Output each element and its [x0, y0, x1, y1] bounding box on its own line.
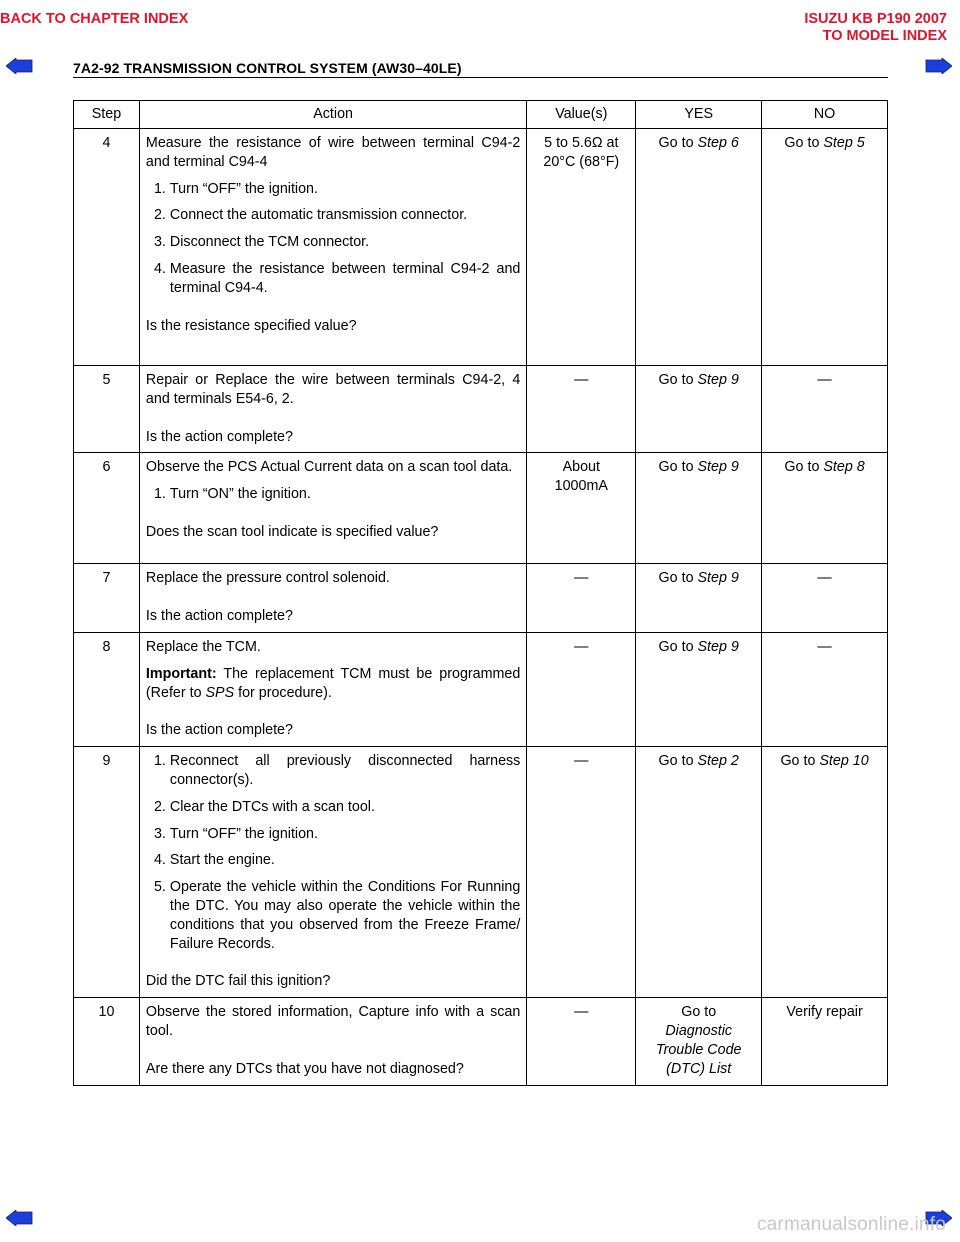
action-intro: Replace the TCM.: [145, 638, 261, 655]
value-text: 5 to 5.6Ω at: [544, 135, 619, 151]
next-page-arrow-icon[interactable]: [924, 58, 952, 74]
value-cell: [527, 453, 636, 564]
list-item: 2. Clear the DTCs with a scan tool.: [153, 798, 375, 815]
action-question: Are there any DTCs that you have not diagnosed?: [145, 1060, 464, 1077]
step-reference-link[interactable]: Step 6: [697, 135, 739, 151]
yes-cell: [636, 998, 762, 1085]
header-divider: [73, 77, 888, 78]
list-item: 1. Turn “OFF” the ignition.: [153, 180, 318, 197]
action-cell: [139, 366, 526, 453]
no-cell: Verify repair: [762, 998, 888, 1085]
step-reference-link[interactable]: Step 5: [823, 135, 865, 151]
yes-cell: Go to Step 9: [636, 366, 762, 453]
no-cell: —: [762, 366, 888, 453]
step-reference-link[interactable]: Step 2: [697, 753, 739, 770]
column-header-no: NO: [762, 101, 888, 129]
action-question: Is the resistance specified value?: [145, 317, 357, 334]
table-row: [74, 453, 888, 564]
diagnostic-steps-table: [73, 100, 888, 1086]
no-cell: —: [762, 564, 888, 633]
action-question: Is the action complete?: [145, 428, 293, 445]
table-row: [74, 632, 888, 746]
to-model-index-label[interactable]: TO MODEL INDEX: [822, 28, 947, 44]
step-number: 9: [74, 747, 140, 998]
list-item: 1. Reconnect all previously disconnected harness connector(s).: [153, 753, 521, 788]
list-item: 4. Start the engine.: [153, 852, 275, 869]
list-item: 1. Turn “ON” the ignition.: [153, 486, 311, 503]
value-cell: [527, 129, 636, 366]
previous-page-bottom-arrow-icon[interactable]: [6, 1210, 34, 1226]
table-row: [74, 129, 888, 366]
step-reference-link[interactable]: Step 10: [819, 753, 869, 770]
back-to-chapter-index-link[interactable]: BACK TO CHAPTER INDEX: [0, 11, 189, 27]
site-watermark: carmanualsonline.info: [756, 1214, 946, 1235]
action-cell: [139, 564, 526, 633]
yes-cell: Go to Step 6: [636, 129, 762, 366]
table-row: [74, 747, 888, 998]
model-index-link[interactable]: [804, 11, 947, 45]
step-reference-link[interactable]: Step 9: [697, 638, 739, 655]
previous-page-arrow-icon[interactable]: [6, 58, 34, 74]
page-header-title: 7A2-92 TRANSMISSION CONTROL SYSTEM (AW30–40LE): [73, 60, 462, 76]
action-intro: Observe the stored information, Capture info with a scan tool.: [145, 1004, 521, 1039]
no-cell: Go to Step 8: [762, 453, 888, 564]
action-question: Is the action complete?: [145, 722, 293, 739]
dtc-list-reference-link[interactable]: Diagnostic Trouble Code (DTC) List: [655, 1022, 742, 1077]
important-note: Important: The replacement TCM must be programmed (Refer to SPS for procedure).: [145, 665, 521, 701]
action-question: Does the scan tool indicate is specified value?: [145, 523, 439, 540]
value-cell: —: [527, 747, 636, 998]
value-cell: —: [527, 366, 636, 453]
action-steps-list: [146, 485, 520, 504]
no-cell: Go to Step 5: [762, 129, 888, 366]
list-item: 3. Turn “OFF” the ignition.: [153, 825, 318, 842]
table-header-row: [74, 101, 888, 129]
list-item: 3. Disconnect the TCM connector.: [153, 234, 370, 251]
value-cell: —: [527, 632, 636, 746]
value-cell: —: [527, 564, 636, 633]
column-header-action: Action: [139, 101, 526, 129]
column-header-step: Step: [74, 101, 140, 129]
table-row: [74, 366, 888, 453]
action-intro: Replace the pressure control solenoid.: [145, 570, 390, 587]
step-number: 10: [74, 998, 140, 1085]
no-cell: Go to Step 10: [762, 747, 888, 998]
step-reference-link[interactable]: Step 9: [697, 372, 739, 388]
step-number: 5: [74, 366, 140, 453]
action-cell: [139, 747, 526, 998]
step-number: 4: [74, 129, 140, 366]
list-item: 2. Connect the automatic transmission connector.: [153, 207, 468, 224]
step-reference-link[interactable]: Step 8: [823, 459, 865, 476]
action-question: Is the action complete?: [145, 608, 293, 625]
column-header-values: Value(s): [527, 101, 636, 129]
value-text: 20°C (68°F): [543, 153, 620, 170]
table-row: [74, 998, 888, 1085]
action-question: Did the DTC fail this ignition?: [145, 973, 331, 990]
list-item: 4. Measure the resistance between terminal C94-2 and terminal C94-4.: [153, 260, 521, 296]
action-steps-list: [146, 180, 520, 298]
yes-cell: Go to Step 9: [636, 453, 762, 564]
yes-text: Go to: [681, 1004, 717, 1021]
action-cell: [139, 998, 526, 1085]
sps-reference: SPS: [205, 684, 235, 701]
value-text: About: [562, 459, 600, 476]
table-row: [74, 564, 888, 633]
important-label: Important:: [145, 665, 217, 682]
action-intro: Observe the PCS Actual Current data on a scan tool data.: [145, 459, 513, 476]
step-number: 7: [74, 564, 140, 633]
action-intro: Measure the resistance of wire between terminal C94-2 and terminal C94-4: [145, 135, 521, 170]
step-number: 8: [74, 632, 140, 746]
list-item: 5. Operate the vehicle within the Conditions For Running the DTC. You may also operate the vehicle within the conditions that you observed from the Freeze Frame/ Failure Records.: [153, 879, 521, 952]
step-reference-link[interactable]: Step 9: [697, 459, 739, 476]
model-name-label: ISUZU KB P190 2007: [804, 11, 947, 27]
value-cell: —: [527, 998, 636, 1085]
no-cell: —: [762, 632, 888, 746]
step-reference-link[interactable]: Step 9: [697, 570, 739, 587]
value-text: 1000mA: [554, 478, 608, 495]
action-cell: [139, 453, 526, 564]
action-intro: Repair or Replace the wire between terminals C94-2, 4 and terminals E54-6, 2.: [145, 372, 521, 407]
action-steps-list: [146, 752, 520, 953]
action-cell: [139, 632, 526, 746]
step-number: 6: [74, 453, 140, 564]
column-header-yes: YES: [636, 101, 762, 129]
yes-cell: Go to Step 2: [636, 747, 762, 998]
action-cell: [139, 129, 526, 366]
yes-cell: Go to Step 9: [636, 564, 762, 633]
yes-cell: Go to Step 9: [636, 632, 762, 746]
